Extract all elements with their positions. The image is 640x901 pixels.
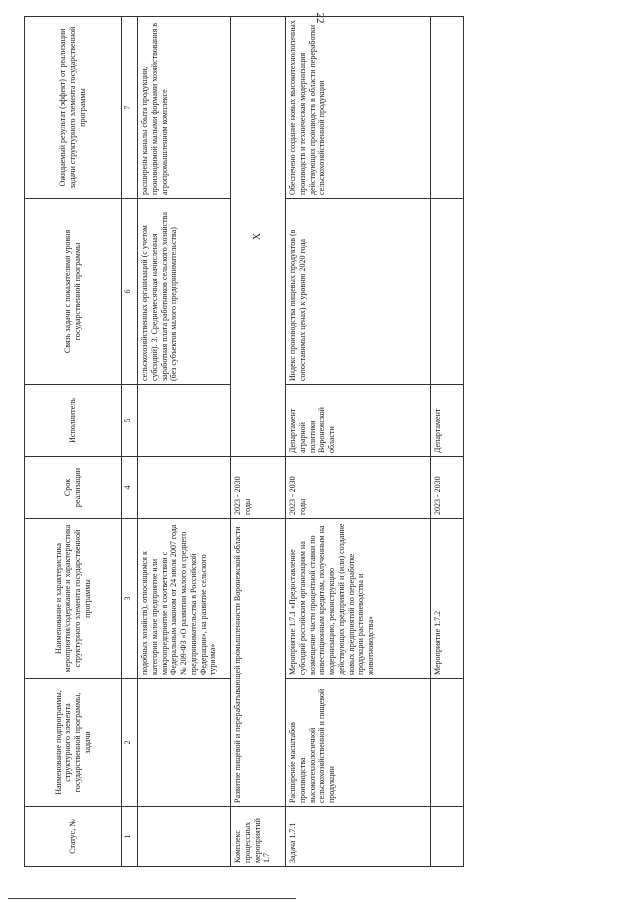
cell-status bbox=[138, 807, 231, 867]
col-number: 1 bbox=[122, 807, 138, 867]
footer-divider bbox=[8, 898, 296, 899]
header-period: Срок реализации bbox=[25, 457, 122, 519]
cell-link-result: Х bbox=[231, 17, 286, 457]
table-row bbox=[231, 17, 286, 867]
cell-period: 2023 - 2030 годы bbox=[286, 457, 431, 519]
column-number-row bbox=[122, 17, 138, 867]
cell-measure: Мероприятие 1.7.2 bbox=[431, 519, 464, 679]
page-number: 22 bbox=[314, 12, 326, 24]
cell-name bbox=[138, 679, 231, 807]
cell-link: сельскохозяйственных организаций (с учетом субсидий). 3. Среднемесячная начисленная заработная плата работников сельского хозяйства (без субъектов малого предпринимательства) bbox=[138, 199, 231, 385]
header-executor: Исполнитель bbox=[25, 385, 122, 457]
col-number: 2 bbox=[122, 679, 138, 807]
cell-executor: Департамент аграрной политики Воронежской области bbox=[286, 385, 431, 457]
header-row bbox=[25, 17, 122, 867]
cell-period bbox=[138, 457, 231, 519]
cell-result: Обеспечено создание новых высокотехнологичных производств и техническая модернизация действующих производств в области переработки сельскохозяйственной продукции bbox=[286, 17, 431, 199]
program-table bbox=[24, 16, 464, 867]
cell-result bbox=[431, 17, 464, 199]
cell-status bbox=[431, 807, 464, 867]
cell-link: Индекс производства пищевых продуктов (в сопоставимых ценах) к уровню 2020 года bbox=[286, 199, 431, 385]
cell-measure: Мероприятие 1.7.1 «Предоставление субсидий российским организациям на возмещение части процентной ставки по инвестиционным кредитам, полученным на модернизацию, реконструкцию действующих предприятий и (или) создание новых предприятий по переработке продукции растениеводства и животноводства» bbox=[286, 519, 431, 679]
cell-name: Расширение масштабов производства высокотехнологичной сельскохозяйственной и пищевой продукции bbox=[286, 679, 431, 807]
table-row bbox=[286, 17, 431, 867]
cell-status: Задача 1.7.1 bbox=[286, 807, 431, 867]
cell-measure: подобных хозяйств), относящимся к категории малое предприятие или микропредприятие в соответствии с Федеральным законом от 24 июля 2007 года № 209-ФЗ «О развитии малого и среднего предпринимательства в Российской Федерации», на развитие сельского туризма» bbox=[138, 519, 231, 679]
cell-name bbox=[431, 679, 464, 807]
col-number: 3 bbox=[122, 519, 138, 679]
header-result: Ожидаемый результат (эффект) от реализации задачи структурного элемента государственной программы bbox=[25, 17, 122, 199]
cell-executor bbox=[138, 385, 231, 457]
cell-result: расширены каналы сбыта продукции, производимой малыми формами хозяйствования в агропромышленном комплексе bbox=[138, 17, 231, 199]
header-status: Статус, № bbox=[25, 807, 122, 867]
table-row bbox=[431, 17, 464, 867]
header-link: Связь задачи с показателями уровня государственной программы bbox=[25, 199, 122, 385]
cell-name-measure: Развитие пищевой и перерабатывающей промышленности Воронежской области bbox=[231, 519, 286, 807]
header-name: Наименование подпрограммы, структурного элемента государственной программы, задачи bbox=[25, 679, 122, 807]
col-number: 7 bbox=[122, 17, 138, 199]
cell-link bbox=[431, 199, 464, 385]
header-measure: Наименование и характеристика мероприятия/содержание и характеристика структурного элемента государственной программы bbox=[25, 519, 122, 679]
rotated-table-wrapper bbox=[24, 17, 612, 867]
cell-period: 2023 - 2030 годы bbox=[231, 457, 286, 519]
col-number: 4 bbox=[122, 457, 138, 519]
col-number: 5 bbox=[122, 385, 138, 457]
cell-executor: Департамент bbox=[431, 385, 464, 457]
cell-status: Комплекс процессных мероприятий 1.7 bbox=[231, 807, 286, 867]
cell-period: 2023 - 2030 bbox=[431, 457, 464, 519]
table-row bbox=[138, 17, 231, 867]
col-number: 6 bbox=[122, 199, 138, 385]
